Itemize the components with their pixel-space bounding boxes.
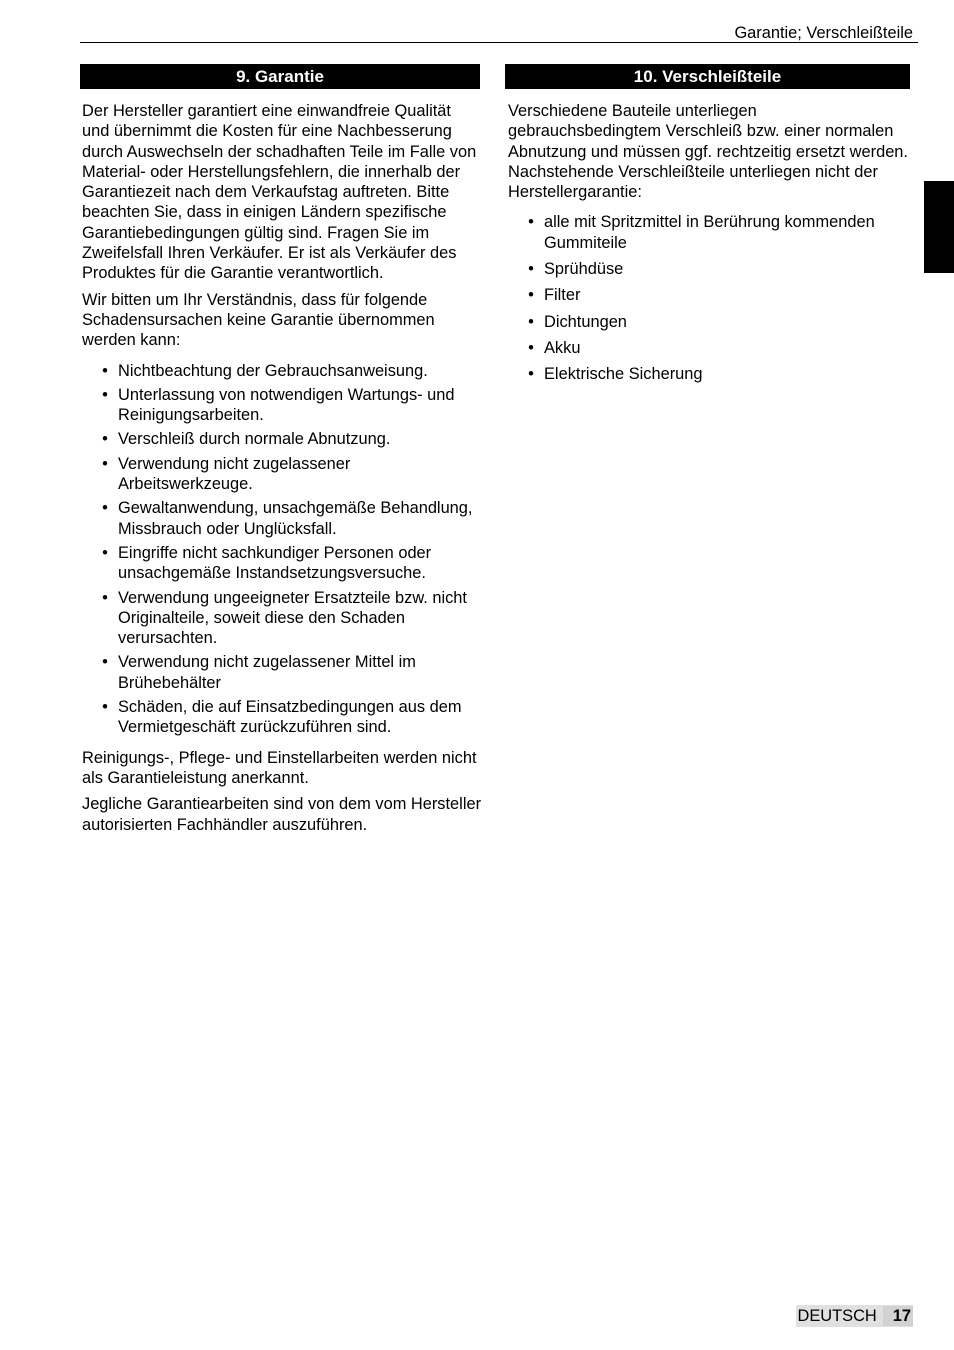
bullet-icon: • [102,430,108,449]
list-item: • Filter [508,285,908,305]
list-item: • alle mit Spritzmittel in Berührung kommenden Gummiteile [508,212,908,253]
bullet-icon: • [528,286,534,305]
garantie-column [82,101,482,841]
bullet-icon: • [102,454,108,473]
list-item: • Verwendung nicht zugelassener Mittel im Brühebehälter [82,652,482,693]
list-item: • Nichtbeachtung der Gebrauchsanweisung. [82,361,482,381]
list-item: • Verschleiß durch normale Abnutzung. [82,429,482,449]
bullet-icon: • [102,653,108,672]
verschleissteile-intro: Verschiedene Bauteile unterliegen gebrauchsbedingtem Verschleiß bzw. einer normalen Abnutzung und müssen ggf. rechtzeitig ersetzt werden. Nachstehende Verschleißteile unterliegen nicht der Herstellergarantie: [508,102,908,202]
list-item: • Schäden, die auf Einsatzbedingungen aus dem Vermietgeschäft zurückzuführen sind. [82,697,482,738]
bullet-icon: • [102,698,108,717]
garantie-paragraph-1: Der Hersteller garantiert eine einwandfreie Qualität und übernimmt die Kosten für eine Nachbesserung durch Auswechseln der schadhaften Teile im Falle von Material- oder Herstellungsfehlern, die innerhalb der Garantiezeit nach dem Verkaufstag auftreten. Bitte beachten Sie, dass in einigen Ländern spezifische Garantiebedingungen gültig sind. Fragen Sie im Zweifelsfall Ihren Verkäufer. Er ist als Verkäufer des Produktes für die Garantie verantwortlich. [82,102,477,283]
garantie-exclusion-list [82,361,482,738]
list-item: • Elektrische Sicherung [508,364,908,384]
bullet-icon: • [528,260,534,279]
list-item: • Akku [508,338,908,358]
bullet-icon: • [102,543,108,562]
header-rule [80,42,918,43]
list-item: • Dichtungen [508,312,908,332]
section-heading-garantie: 9. Garantie [80,64,480,89]
footer-language: DEUTSCH [797,1306,877,1325]
list-item: • Unterlassung von notwendigen Wartungs- und Reinigungsarbeiten. [82,385,482,426]
list-item: • Verwendung ungeeigneter Ersatzteile bzw. nicht Originalteile, soweit diese den Schaden verursachten. [82,588,482,649]
garantie-closing-1: Reinigungs-, Pflege- und Einstellarbeiten werden nicht als Garantieleistung anerkannt. [82,748,477,787]
running-header-title: Garantie; Verschleißteile [734,24,913,42]
garantie-closing-2: Jegliche Garantiearbeiten sind von dem vom Hersteller autorisierten Fachhändler auszuführen. [82,795,482,834]
verschleissteile-column [508,101,908,391]
bullet-icon: • [102,499,108,518]
bullet-icon: • [528,338,534,357]
list-item: • Sprühdüse [508,259,908,279]
list-item: • Eingriffe nicht sachkundiger Personen oder unsachgemäße Instandsetzungsversuche. [82,543,482,584]
bullet-icon: • [528,312,534,331]
thumb-index-tab [924,181,954,273]
wear-parts-list [508,212,908,384]
section-heading-verschleissteile: 10. Verschleißteile [505,64,910,89]
list-item: • Verwendung nicht zugelassener Arbeitswerkzeuge. [82,454,482,495]
page-footer [796,1305,913,1327]
page-number: 17 [883,1306,913,1326]
bullet-icon: • [102,385,108,404]
garantie-paragraph-2: Wir bitten um Ihr Verständnis, dass für folgende Schadensursachen keine Garantie übernommen werden kann: [82,290,435,350]
list-item: • Gewaltanwendung, unsachgemäße Behandlung, Missbrauch oder Unglücksfall. [82,498,482,539]
bullet-icon: • [528,365,534,384]
bullet-icon: • [102,361,108,380]
bullet-icon: • [528,213,534,232]
bullet-icon: • [102,588,108,607]
